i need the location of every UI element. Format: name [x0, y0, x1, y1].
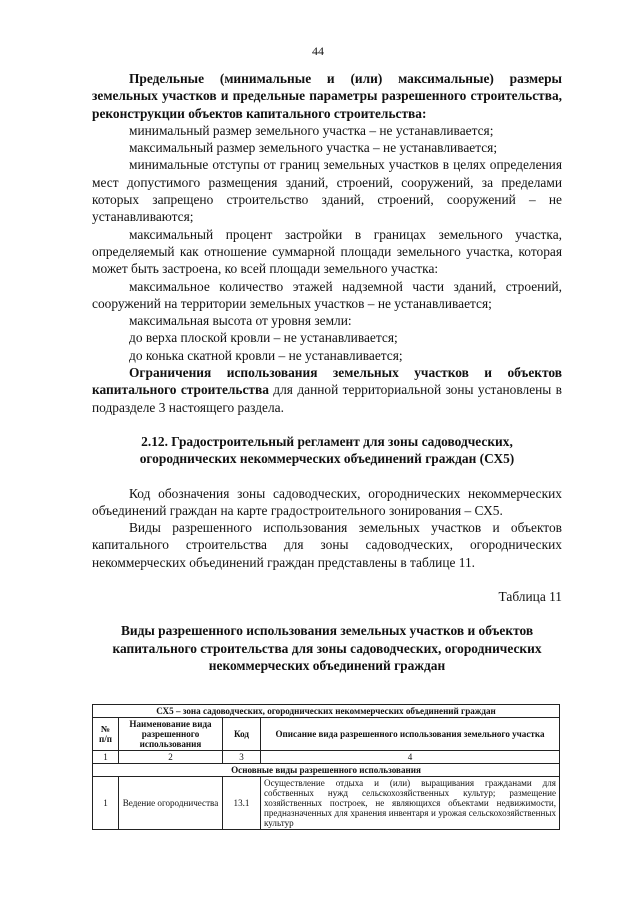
- table-title: Виды разрешенного использования земельных участков и объектов капитального строительства для зоны садоводческих, огороднических некоммерческих объединений граждан: [112, 623, 542, 673]
- paragraph-pitched-roof: до конька скатной кровли – не устанавливается;: [129, 347, 403, 363]
- row-code: 13.1: [223, 777, 261, 830]
- section-title: 2.12. Градостроительный регламент для зоны садоводческих, огороднических некоммерческих объединений граждан (СХ5): [139, 433, 515, 467]
- column-header-code: Код: [223, 718, 261, 751]
- table-index-row: [93, 751, 560, 764]
- land-use-table: [92, 704, 560, 830]
- restrictions-bold-text: Ограничения использования земельных участков и объектов капитального строительства: [92, 365, 562, 398]
- paragraph-flat-roof: до верха плоской кровли – не устанавливается;: [129, 330, 398, 346]
- column-header-name: Наименование вида разрешенного использования: [119, 718, 223, 751]
- table-row: [93, 777, 560, 830]
- paragraph-max-floors: максимальное количество этажей надземной части зданий, строений, сооружений на территории земельных участков – не устанавливается;: [92, 278, 562, 311]
- column-index: 2: [119, 751, 223, 764]
- column-header-number: № п/п: [93, 718, 119, 751]
- table-zone-header-row: [93, 705, 560, 718]
- paragraph-max-percent: максимальный процент застройки в границах земельного участка, определяемый как отношение суммарной площади земельного участка, которая может быть застроена, ко всей площади земельного участка:: [92, 226, 562, 277]
- column-index: 4: [261, 751, 560, 764]
- table-group-header: Основные виды разрешенного использования: [93, 764, 560, 777]
- table-label: Таблица 11: [498, 589, 562, 605]
- paragraph-zone-code: Код обозначения зоны садоводческих, огороднических некоммерческих объединений граждан на карте градостроительного зонирования – СХ5.: [92, 485, 562, 518]
- paragraph-min-setbacks: минимальные отступы от границ земельных участков в целях определения мест допустимого размещения зданий, строений, сооружений, за пределами которых запрещено строительство зданий, строений, сооружений – не устанавливаются;: [92, 157, 562, 225]
- table-column-header-row: [93, 718, 560, 751]
- paragraph-max-height: максимальная высота от уровня земли:: [129, 313, 352, 329]
- document-body: [92, 70, 562, 674]
- table-zone-header: СХ5 – зона садоводческих, огороднических некоммерческих объединений граждан: [93, 705, 560, 718]
- table-group-header-row: [93, 764, 560, 777]
- row-number: 1: [93, 777, 119, 830]
- paragraph-limits-heading: Предельные (минимальные и (или) максимальные) размеры земельных участков и предельные параметры разрешенного строительства, реконструкции объектов капитального строительства:: [92, 71, 562, 121]
- paragraph-max-size: максимальный размер земельного участка – не устанавливается;: [129, 140, 498, 156]
- page-number: 44: [312, 44, 324, 58]
- paragraph-table-reference: Виды разрешенного использования земельных участков и объектов капитального строительства для зоны садоводческих, огороднических некоммерческих объединений граждан представлены в таблице 11.: [92, 520, 562, 570]
- column-index: 3: [223, 751, 261, 764]
- paragraph-min-size: минимальный размер земельного участка – не устанавливается;: [129, 122, 494, 138]
- paragraph-restrictions: [92, 364, 562, 416]
- row-use-name: Ведение огородничества: [119, 777, 223, 830]
- column-index: 1: [93, 751, 119, 764]
- column-header-description: Описание вида разрешенного использования земельного участка: [261, 718, 560, 751]
- restrictions-text: для данной территориальной зоны установлены в подразделе 3 настоящего раздела.: [92, 382, 562, 415]
- row-description: Осуществление отдыха и (или) выращивания гражданами для собственных нужд сельскохозяйственных культур; размещение хозяйственных построек, не являющихся объектами недвижимости, предназначенных для хранения инвентаря и урожая сельскохозяйственных культур: [261, 777, 560, 830]
